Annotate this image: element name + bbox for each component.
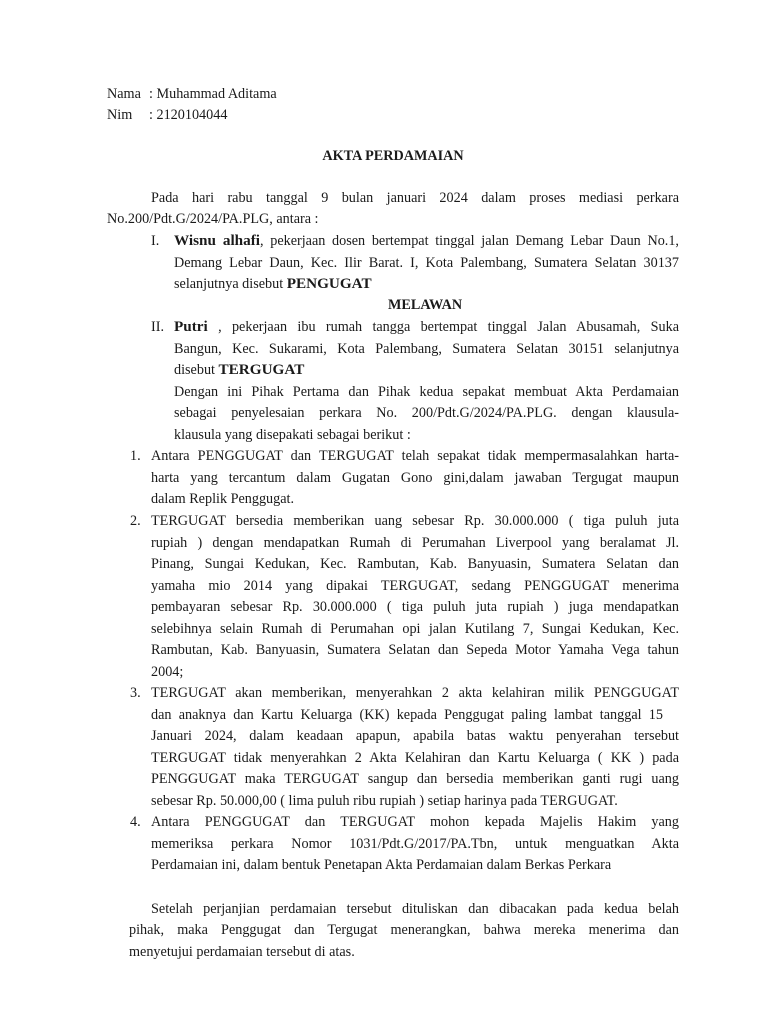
party2-role: TERGUGAT <box>218 361 305 378</box>
clause-2-line-7: Rambutan, Kab. Banyuasin, Sumatera Selatan dan Sepeda Motor Yamaha Vega tahun <box>151 642 679 658</box>
closing-line-2: pihak, maka Penggugat dan Tergugat menerangkan, bahwa mereka menerima dan <box>129 922 679 938</box>
party2-role-prefix: disebut <box>174 362 219 378</box>
clause-2-line-1: TERGUGAT bersedia memberikan uang sebesar Rp. 30.000.000 ( tiga puluh juta <box>151 513 679 529</box>
party2-line-3 <box>174 361 304 379</box>
clause-1-line-2: harta yang tercantum dalam Gugatan Gono gini,dalam jawaban Tergugat maupun <box>151 470 679 486</box>
party1-line-1 <box>174 232 679 250</box>
clause-4-number: 4. <box>130 814 141 830</box>
versus-heading: MELAWAN <box>388 297 463 313</box>
nim-value: : 2120104044 <box>149 107 228 123</box>
clause-2-line-2: rupiah ) dengan mendapatkan Rumah di Perumahan Liverpool yang beralamat Jl. <box>151 535 679 551</box>
clause-3-line-6: sebesar Rp. 50.000,00 ( lima puluh ribu rupiah ) setiap harinya pada TERGUGAT. <box>151 793 618 809</box>
party1-name: Wisnu alhafi <box>174 232 260 249</box>
clause-1-line-3: dalam Replik Penggugat. <box>151 491 295 507</box>
clause-1-line-1: Antara PENGGUGAT dan TERGUGAT telah sepakat tidak mempermasalahkan harta- <box>151 448 679 464</box>
clause-3-line-2: dan anaknya dan Kartu Keluarga (KK) kepada Penggugat paling lambat tanggal 15 <box>151 707 663 723</box>
clause-3-line-4: TERGUGAT tidak menyerahkan 2 Akta Kelahiran dan Kartu Keluarga ( KK ) pada <box>151 750 679 766</box>
agreement-line-1: Dengan ini Pihak Pertama dan Pihak kedua sepakat membuat Akta Perdamaian <box>174 384 679 400</box>
clause-2-line-6: selebihnya selain Rumah di Perumahan opi jalan Kutilang 7, Sungai Kedukan, Kec. <box>151 621 679 637</box>
party2-line-1 <box>174 318 679 336</box>
name-value: : Muhammad Aditama <box>149 86 277 102</box>
agreement-line-2: sebagai penyelesaian perkara No. 200/Pdt.G/2024/PA.PLG. dengan klausula- <box>174 405 679 421</box>
party2-line-2: Bangun, Kec. Sukarami, Kota Palembang, Sumatera Selatan 30151 selanjutnya <box>174 341 679 357</box>
clause-3-line-5: PENGGUGAT maka TERGUGAT sangup dan bersedia memberikan ganti rugi uang <box>151 771 679 787</box>
intro-line-2: No.200/Pdt.G/2024/PA.PLG, antara : <box>107 211 319 227</box>
document-title: AKTA PERDAMAIAN <box>322 148 464 164</box>
party1-desc: , pekerjaan dosen bertempat tinggal jalan Demang Lebar Daun No.1, <box>260 233 679 249</box>
clause-3-line-1: TERGUGAT akan memberikan, menyerahkan 2 akta kelahiran milik PENGGUGAT <box>151 685 679 701</box>
party1-number: I. <box>151 233 160 249</box>
party2-number: II. <box>151 319 164 335</box>
party2-desc: , pekerjaan ibu rumah tangga bertempat tinggal Jalan Abusamah, Suka <box>207 319 679 335</box>
nim-label: Nim <box>107 107 133 123</box>
closing-line-3: menyetujui perdamaian tersebut di atas. <box>129 944 355 960</box>
agreement-line-3: klausula yang disepakati sebagai berikut : <box>174 427 411 443</box>
clause-2-line-3: Pinang, Sungai Kedukan, Kec. Rambutan, Kab. Banyuasin, Sumatera Selatan dan <box>151 556 679 572</box>
party1-role-prefix: selanjutnya disebut <box>174 276 287 292</box>
name-label: Nama <box>107 86 141 102</box>
clause-1-number: 1. <box>130 448 141 464</box>
clause-4-line-1: Antara PENGGUGAT dan TERGUGAT mohon kepada Majelis Hakim yang <box>151 814 679 830</box>
party1-line-2: Demang Lebar Daun, Kec. Ilir Barat. I, Kota Palembang, Sumatera Selatan 30137 <box>174 255 679 271</box>
party1-role: PENGUGAT <box>286 275 372 292</box>
clause-4-line-2: memeriksa perkara Nomor 1031/Pdt.G/2017/PA.Tbn, untuk menguatkan Akta <box>151 836 679 852</box>
party1-line-3 <box>174 275 372 293</box>
closing-line-1: Setelah perjanjian perdamaian tersebut dituliskan dan dibacakan pada kedua belah <box>151 901 679 917</box>
clause-4-line-3: Perdamaian ini, dalam bentuk Penetapan Akta Perdamaian dalam Berkas Perkara <box>151 857 612 873</box>
clause-2-line-5: pembayaran sebesar Rp. 30.000.000 ( tiga puluh juta rupiah ) juga mendapatkan <box>151 599 679 615</box>
clause-2-number: 2. <box>130 513 141 529</box>
clause-3-line-3: Januari 2024, dalam keadaan apapun, apabila batas waktu penyerahan tersebut <box>151 728 679 744</box>
clause-2-line-4: yamaha mio 2014 yang dipakai TERGUGAT, sedang PENGGUGAT menerima <box>151 578 679 594</box>
intro-line-1: Pada hari rabu tanggal 9 bulan januari 2024 dalam proses mediasi perkara <box>151 190 679 206</box>
clause-3-number: 3. <box>130 685 141 701</box>
clause-2-line-8: 2004; <box>151 664 184 680</box>
party2-name: Putri <box>174 318 208 335</box>
